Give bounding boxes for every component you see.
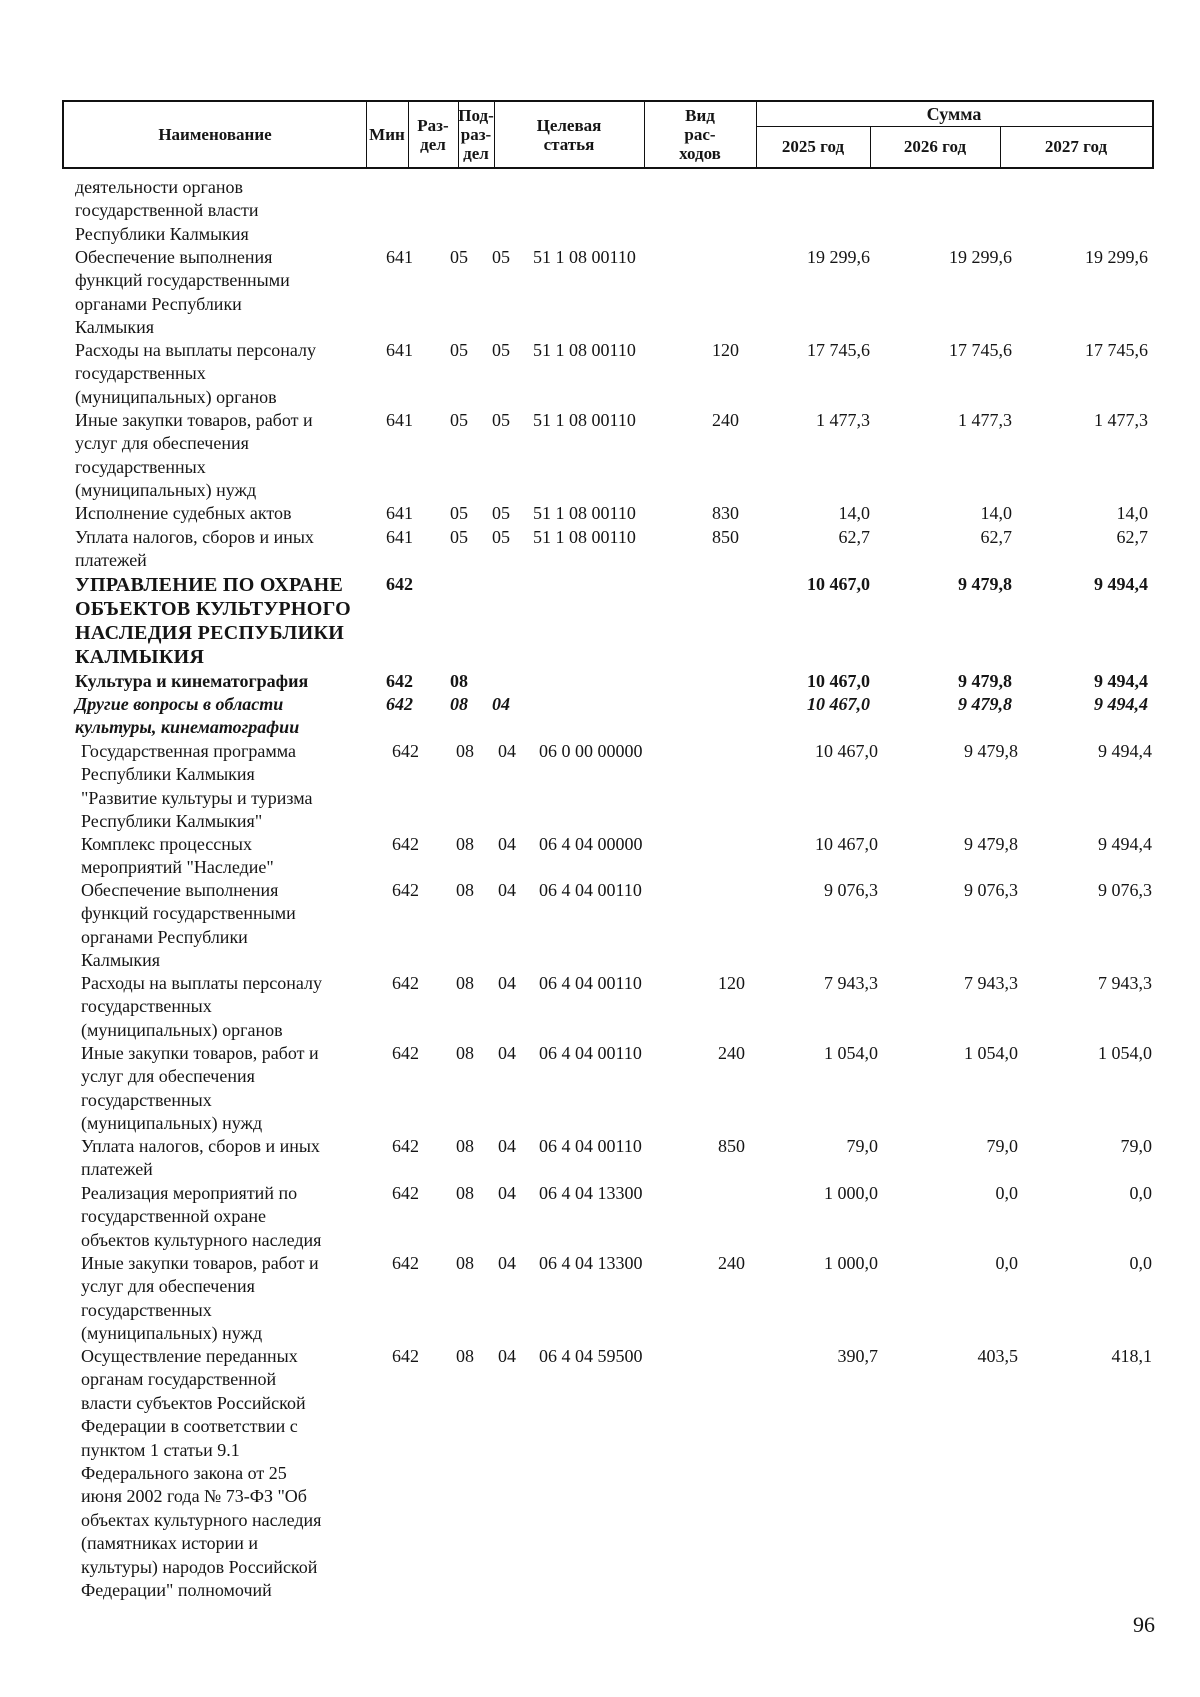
row-podrazdel: 05 <box>492 247 510 267</box>
row-2026: 9 479,8 <box>964 741 1018 761</box>
row-celevaya: 06 4 04 13300 <box>539 1253 643 1273</box>
row-vid: 120 <box>712 340 739 360</box>
header-razdel: Раз- дел <box>408 102 459 167</box>
row-2026: 9 479,8 <box>964 834 1018 854</box>
row-2025: 7 943,3 <box>824 973 878 993</box>
row-razdel: 05 <box>450 247 468 267</box>
row-min: 642 <box>392 1346 419 1366</box>
row-name: Иные закупки товаров, работ и услуг для обеспечения государственных (муниципальных) нужд <box>81 1043 319 1134</box>
row-celevaya: 51 1 08 00110 <box>533 410 636 430</box>
row-name: Иные закупки товаров, работ и услуг для обеспечения государственных (муниципальных) нужд <box>81 1253 319 1344</box>
row-2025: 79,0 <box>846 1136 878 1156</box>
row-name: Исполнение судебных актов <box>75 503 292 523</box>
row-2027: 14,0 <box>1116 503 1148 523</box>
row-podrazdel: 04 <box>498 880 516 900</box>
row-razdel: 08 <box>450 694 468 714</box>
row-2025: 10 467,0 <box>807 671 870 691</box>
row-vid: 120 <box>718 973 745 993</box>
row-2025: 390,7 <box>837 1346 878 1366</box>
row-name: Комплекс процессных мероприятий "Наследие" <box>81 834 274 878</box>
row-celevaya: 06 4 04 00000 <box>539 834 643 854</box>
row-2026: 19 299,6 <box>949 247 1012 267</box>
row-razdel: 08 <box>456 973 474 993</box>
row-2025: 14,0 <box>838 503 870 523</box>
row-name: Другие вопросы в области культуры, кинематографии <box>75 694 300 738</box>
row-podrazdel: 05 <box>492 340 510 360</box>
row-2025: 9 076,3 <box>824 880 878 900</box>
row-2025: 19 299,6 <box>807 247 870 267</box>
row-name: Государственная программа Республики Калмыкия "Развитие культуры и туризма Республики Калмыкия" <box>81 741 313 832</box>
row-vid: 830 <box>712 503 739 523</box>
row-2027: 7 943,3 <box>1098 973 1152 993</box>
row-celevaya: 06 4 04 00110 <box>539 880 642 900</box>
row-razdel: 08 <box>456 834 474 854</box>
row-2025: 1 000,0 <box>824 1253 878 1273</box>
row-2027: 62,7 <box>1116 527 1148 547</box>
row-min: 641 <box>386 340 413 360</box>
row-podrazdel: 04 <box>498 1183 516 1203</box>
row-celevaya: 06 4 04 00110 <box>539 1136 642 1156</box>
row-name: деятельности органов государственной власти Республики Калмыкия <box>75 177 259 244</box>
row-podrazdel: 04 <box>492 694 510 714</box>
row-2027: 9 494,4 <box>1098 741 1152 761</box>
row-razdel: 08 <box>456 1253 474 1273</box>
row-min: 642 <box>392 1043 419 1063</box>
row-2025: 62,7 <box>838 527 870 547</box>
row-razdel: 08 <box>456 1043 474 1063</box>
row-2026: 0,0 <box>995 1253 1018 1273</box>
row-podrazdel: 04 <box>498 1136 516 1156</box>
row-celevaya: 51 1 08 00110 <box>533 503 636 523</box>
header-summa: Сумма <box>756 102 1152 127</box>
row-name: Уплата налогов, сборов и иных платежей <box>81 1136 320 1180</box>
row-name: Расходы на выплаты персоналу государственных (муниципальных) органов <box>75 340 316 407</box>
row-podrazdel: 04 <box>498 1253 516 1273</box>
table-header <box>62 100 1154 169</box>
row-podrazdel: 04 <box>498 1346 516 1366</box>
row-vid: 850 <box>718 1136 745 1156</box>
row-2025: 1 477,3 <box>816 410 870 430</box>
row-name: Расходы на выплаты персоналу государственных (муниципальных) органов <box>81 973 322 1040</box>
row-celevaya: 51 1 08 00110 <box>533 527 636 547</box>
header-year-2027: 2027 год <box>1044 136 1108 156</box>
row-2027: 1 477,3 <box>1094 410 1148 430</box>
row-razdel: 08 <box>456 741 474 761</box>
row-razdel: 05 <box>450 410 468 430</box>
row-vid: 850 <box>712 527 739 547</box>
row-2025: 10 467,0 <box>807 574 870 594</box>
row-min: 642 <box>392 1183 419 1203</box>
row-razdel: 08 <box>456 1183 474 1203</box>
row-podrazdel: 04 <box>498 741 516 761</box>
row-2025: 10 467,0 <box>815 741 878 761</box>
row-min: 641 <box>386 247 413 267</box>
row-name: Иные закупки товаров, работ и услуг для обеспечения государственных (муниципальных) нужд <box>75 410 313 501</box>
row-min: 642 <box>392 880 419 900</box>
row-min: 642 <box>392 741 419 761</box>
row-2026: 9 076,3 <box>964 880 1018 900</box>
row-min: 642 <box>392 1253 419 1273</box>
row-2026: 9 479,8 <box>958 671 1012 691</box>
row-2026: 1 477,3 <box>958 410 1012 430</box>
row-vid: 240 <box>718 1253 745 1273</box>
row-celevaya: 51 1 08 00110 <box>533 340 636 360</box>
row-vid: 240 <box>718 1043 745 1063</box>
row-celevaya: 51 1 08 00110 <box>533 247 636 267</box>
row-2026: 14,0 <box>980 503 1012 523</box>
page-number: 96 <box>1133 1612 1155 1637</box>
row-celevaya: 06 4 04 13300 <box>539 1183 643 1203</box>
row-2026: 1 054,0 <box>964 1043 1018 1063</box>
row-podrazdel: 05 <box>492 527 510 547</box>
row-2027: 0,0 <box>1129 1183 1152 1203</box>
row-min: 642 <box>392 973 419 993</box>
header-name: Наименование <box>64 102 367 167</box>
row-2026: 7 943,3 <box>964 973 1018 993</box>
row-2027: 17 745,6 <box>1085 340 1148 360</box>
header-year-2025: 2025 год <box>756 126 871 167</box>
row-2027: 418,1 <box>1111 1346 1152 1366</box>
row-2027: 9 494,4 <box>1098 834 1152 854</box>
row-min: 641 <box>386 410 413 430</box>
row-2025: 10 467,0 <box>807 694 870 714</box>
row-name: Реализация мероприятий по государственной охране объектов культурного наследия <box>81 1183 322 1250</box>
row-2027: 19 299,6 <box>1085 247 1148 267</box>
row-name: Осуществление переданных органам государственной власти субъектов Российской Федерации в соответствии с пунктом 1 статьи 9.1 Федерального закона от 25 июня 2002 года № 73-ФЗ "Об объектах культурного наследия (памятниках истории и культуры) народов Российской Федерации" полномочий <box>81 1346 322 1601</box>
row-podrazdel: 04 <box>498 1043 516 1063</box>
header-celevaya: Целевая статья <box>494 102 645 167</box>
row-razdel: 05 <box>450 527 468 547</box>
row-name: Уплата налогов, сборов и иных платежей <box>75 527 314 571</box>
row-2027: 9 494,4 <box>1094 694 1148 714</box>
header-year-2026: 2026 год <box>870 126 1001 167</box>
row-min: 642 <box>386 671 413 691</box>
row-2025: 1 000,0 <box>824 1183 878 1203</box>
row-2026: 17 745,6 <box>949 340 1012 360</box>
row-min: 641 <box>386 503 413 523</box>
row-celevaya: 06 4 04 00110 <box>539 1043 642 1063</box>
row-2025: 17 745,6 <box>807 340 870 360</box>
row-celevaya: 06 4 04 00110 <box>539 973 642 993</box>
row-2027: 9 494,4 <box>1094 671 1148 691</box>
row-min: 642 <box>392 834 419 854</box>
row-podrazdel: 04 <box>498 834 516 854</box>
row-podrazdel: 05 <box>492 410 510 430</box>
header-min: Мин <box>366 102 409 167</box>
row-2027: 1 054,0 <box>1098 1043 1152 1063</box>
row-2026: 9 479,8 <box>958 574 1012 594</box>
row-podrazdel: 05 <box>492 503 510 523</box>
row-vid: 240 <box>712 410 739 430</box>
row-2025: 1 054,0 <box>824 1043 878 1063</box>
row-2026: 62,7 <box>980 527 1012 547</box>
row-min: 642 <box>386 694 413 714</box>
row-razdel: 05 <box>450 340 468 360</box>
row-2026: 79,0 <box>986 1136 1018 1156</box>
row-podrazdel: 04 <box>498 973 516 993</box>
row-2027: 9 494,4 <box>1094 574 1148 594</box>
row-celevaya: 06 4 04 59500 <box>539 1346 643 1366</box>
row-2026: 403,5 <box>977 1346 1018 1366</box>
row-min: 642 <box>392 1136 419 1156</box>
row-razdel: 08 <box>456 1346 474 1366</box>
row-2026: 9 479,8 <box>958 694 1012 714</box>
row-2026: 0,0 <box>995 1183 1018 1203</box>
row-2027: 9 076,3 <box>1098 880 1152 900</box>
header-vid: Вид рас- ходов <box>644 102 757 167</box>
row-2027: 79,0 <box>1120 1136 1152 1156</box>
row-razdel: 05 <box>450 503 468 523</box>
row-name: Обеспечение выполнения функций государственными органами Республики Калмыкия <box>75 247 290 338</box>
row-celevaya: 06 0 00 00000 <box>539 741 643 761</box>
row-razdel: 08 <box>450 671 468 691</box>
row-name: УПРАВЛЕНИЕ ПО ОХРАНЕ ОБЪЕКТОВ КУЛЬТУРНОГО НАСЛЕДИЯ РЕСПУБЛИКИ КАЛМЫКИЯ <box>75 574 352 668</box>
row-2027: 0,0 <box>1129 1253 1152 1273</box>
header-podrazdel: Под- раз- дел <box>458 102 495 167</box>
row-name: Культура и кинематография <box>75 671 309 691</box>
row-razdel: 08 <box>456 1136 474 1156</box>
row-razdel: 08 <box>456 880 474 900</box>
row-min: 642 <box>386 574 413 594</box>
row-2025: 10 467,0 <box>815 834 878 854</box>
row-min: 641 <box>386 527 413 547</box>
row-name: Обеспечение выполнения функций государственными органами Республики Калмыкия <box>81 880 296 971</box>
